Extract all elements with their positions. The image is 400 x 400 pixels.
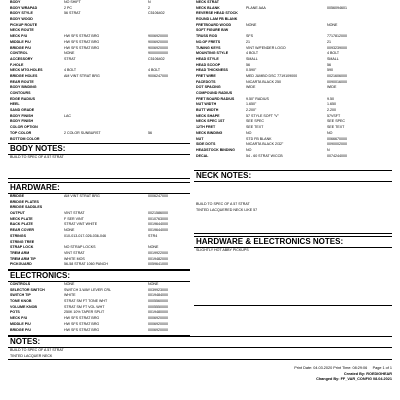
spec-value: HW SFS STRAT BRG (64, 316, 100, 321)
spec-label: NECK ROUTE (10, 28, 34, 33)
spec-value: STRAT (64, 56, 76, 61)
spec-value: 56 (246, 62, 250, 67)
spec-value: HW SFS STRAT BRG (64, 321, 100, 326)
neck-notes-section (194, 170, 392, 234)
spec-label: TREM ARM (10, 250, 30, 255)
spec-label: BODY (10, 0, 21, 4)
spec-code: C5106402 (148, 11, 165, 16)
spec-code: 0090002000 (327, 142, 347, 147)
spec-code: WIDE (327, 85, 337, 90)
spec-label: BODY BINDING (10, 85, 37, 90)
spec-code: 7717812000 (327, 34, 347, 39)
spec-value: SFS (246, 34, 253, 39)
notes-title: NOTES: (8, 337, 392, 348)
spec-code: SEE TEXT (327, 125, 345, 130)
spec-code: 0021606000 (327, 73, 347, 78)
spec-label: NUT (196, 136, 204, 141)
spec-value: HW SFS STRAT BRG (64, 45, 100, 50)
hardware-section (8, 182, 190, 270)
spec-value: 0.590" (246, 68, 257, 73)
spec-code: 0039923000 (148, 287, 168, 292)
spec-label: COLOR OPTION (10, 125, 38, 130)
footer (192, 366, 392, 383)
spec-code: 9006247000 (148, 73, 168, 78)
created-by: Created By: ROEDIGHEAR (343, 371, 392, 376)
spec-label: MOUNTING STYLE (196, 51, 229, 56)
spec-code: NONE (327, 22, 338, 27)
spec-value: VINT STRAT (64, 250, 85, 255)
spec-label: SELECTOR SWITCH (10, 287, 45, 292)
spec-label: FRETBOARD WOOD (196, 22, 232, 27)
spec-code: 0021586000 (148, 211, 168, 216)
spec-value: NO (246, 147, 252, 152)
spec-value: NONE (64, 51, 75, 56)
spec-label: TRUSS ROD (196, 34, 218, 39)
spec-value: NICARTA BLACK 2/32" (246, 142, 284, 147)
body-section (8, 0, 190, 142)
spec-label: REAR ROUTE (10, 79, 34, 84)
hardware-title: HARDWARE: (8, 183, 190, 194)
spec-value: HW SFS STRAT BRG (64, 327, 100, 332)
spec-code: N (148, 0, 151, 4)
spec-label: FRET WIRE (196, 73, 216, 78)
spec-code: SEE SPEC (327, 119, 345, 124)
spec-label: TREM ARM TIP (10, 256, 36, 261)
spec-value: AM VINT STRAT BRG (64, 73, 100, 78)
spec-value: AM VINT STRAT BRG (64, 194, 100, 198)
hw-elec-notes-title: HARDWARE & ELECTRONICS NOTES: (194, 237, 392, 248)
spec-code: 590 (327, 68, 333, 73)
spec-label: NUT WIDTH (196, 102, 217, 107)
spec-value: NICARTA BLACK 250 (246, 79, 282, 84)
spec-label: ACCESSORY (10, 56, 33, 61)
page-indicator: Page 1 of 1 (372, 366, 392, 370)
spec-label: POTS (10, 310, 20, 315)
spec-value: STD FB BLANK (246, 136, 272, 141)
spec-code: 0090016000 (327, 79, 347, 84)
spec-label: SIDE DOTS (196, 142, 216, 147)
spec-code: 9000000000 (148, 51, 168, 56)
spec-label: BRIDGE HOLES (10, 73, 38, 78)
spec-code: 0019484000 (148, 293, 168, 298)
spec-row (194, 154, 392, 160)
body-rows (8, 0, 190, 142)
spec-code: 0056094601 (327, 5, 347, 10)
spec-label: 12TH FRET (196, 125, 216, 130)
spec-code: 9006920000 (148, 45, 168, 50)
spec-label: STRAP LOCK (10, 245, 34, 250)
spec-value: SMALL (246, 56, 258, 61)
spec-label: NECK P/U (10, 316, 28, 321)
spec-row (8, 328, 190, 334)
spec-label: FRET BOARD RADIUS (196, 96, 235, 101)
spec-value: NO SHIFT (64, 0, 81, 4)
spec-label: BODY FINISH (10, 119, 34, 124)
spec-sheet (8, 0, 392, 400)
spec-code: 1.650 (327, 102, 336, 107)
spec-label: NECK STRAT (196, 0, 219, 4)
spec-code: 9006920000 (148, 34, 168, 39)
spec-label: BODY WOOD (10, 17, 33, 22)
spec-label: EDGE RADIUS (10, 96, 35, 101)
spec-label: FACEDOTS (196, 79, 216, 84)
spec-label: OUTPUT (10, 211, 25, 216)
spec-value: 250K 10% TAPER SPLIT (64, 310, 105, 315)
spec-value: 54 - 60 STRAT W/CCB (246, 153, 283, 158)
spec-code: NONE (148, 245, 159, 250)
spec-value: WIDE (246, 85, 256, 90)
spec-label: HEAD THICKNESS (196, 68, 228, 73)
spec-value: STRAT VINT WHITE (64, 222, 98, 227)
hardware-rows (8, 194, 190, 268)
spec-label: CONTROL (10, 51, 28, 56)
spec-value: LAC (64, 113, 71, 118)
spec-label: NO.OF FRETS (196, 39, 221, 44)
spec-label: NECK BINDING (196, 130, 223, 135)
spec-label: HEAD SCOOP (196, 62, 221, 67)
spec-row (8, 262, 190, 268)
spec-code: 0005550000 (148, 304, 168, 309)
spec-label: BUTT WIDTH (196, 108, 219, 113)
spec-label: BODY FINISH (10, 113, 34, 118)
spec-label: COMPOUND RADIUS (196, 91, 233, 95)
spec-value: F SER VINT (64, 216, 84, 221)
notes-text: BUILD TO SPEC OF A 57 STRAT TINTED LACQUER NECK (10, 348, 64, 358)
spec-value: NONE (64, 282, 75, 286)
spec-value: 1.650" (246, 102, 257, 107)
spec-value: 57 STYLE SOFT "V" (246, 113, 279, 118)
spec-label: BODY STYLE (10, 11, 33, 16)
spec-value: 4 BOLT (246, 51, 259, 56)
spec-label: TONE KNOB (10, 299, 32, 304)
spec-value: PLANE AAA (246, 5, 266, 10)
spec-label: TUNING KEYS (196, 45, 221, 50)
spec-code: 0066670000 (327, 136, 347, 141)
spec-code: 0074244000 (327, 153, 347, 158)
spec-value: STRAT SM FT TONE WHT (64, 299, 108, 304)
spec-label: DOT SPACING (196, 85, 221, 90)
spec-label: NECK P/U (10, 34, 28, 39)
spec-code: 0019922000 (148, 250, 168, 255)
spec-label: NECK PLATE (10, 216, 33, 221)
spec-value: HW SFS STRAT BRG (64, 39, 100, 44)
electronics-rows (8, 282, 190, 333)
spec-value: MED JUMBO DSC 7719109000 (246, 73, 298, 78)
spec-value: 56-58 STRAT 1060 PANCH (64, 262, 108, 267)
spec-label: F-HOLE (10, 62, 24, 67)
print-line: Print Date: 04.03.2020 Print Time: 08:29:06 (294, 366, 368, 370)
spec-value: STRAT SM FT VOL WHT (64, 304, 105, 309)
spec-label: SWITCH TIP (10, 293, 31, 298)
spec-label: VOLUME KNOB (10, 304, 37, 309)
spec-code: 0006920000 (148, 321, 168, 326)
spec-code: C5106402 (148, 56, 165, 61)
spec-code: 4 BOLT (327, 51, 340, 56)
spec-code: 4 BOLT (148, 68, 161, 73)
spec-value: WHITE MOS (64, 256, 85, 261)
spec-label: TOP COLOR (10, 130, 32, 135)
spec-label: MIDDLE P/U (10, 39, 31, 44)
spec-label: ROUND LAM FB BLANK (196, 17, 238, 22)
spec-label: MIDDLE P/U (10, 321, 31, 326)
changed-by: Changed By: FF_VAR_CONFIG 08.04.2021 (316, 377, 392, 382)
body-notes-title: BODY NOTES: (8, 144, 190, 155)
neck-section (194, 0, 392, 159)
spec-value: 2.200" (246, 108, 257, 113)
spec-code: 0006920000 (148, 316, 168, 321)
body-notes-section (8, 143, 190, 179)
spec-value: 9.50" RADIUS (246, 96, 269, 101)
spec-code: 56 (327, 62, 331, 67)
spec-label: HEADSTOCK BINDING (196, 147, 235, 152)
spec-label: BODY WRAPAD (10, 5, 38, 10)
spec-label: NECK MTG.HOLES (10, 68, 43, 73)
spec-value: NO STRAP LOCKS (64, 245, 96, 250)
spec-label: NECK SHAPE (196, 113, 220, 118)
spec-value: SEE TEXT (246, 125, 264, 130)
spec-code: 9.50 (327, 96, 334, 101)
spec-value: VINT STRAT (64, 211, 85, 216)
spec-value: 21 (246, 39, 250, 44)
spec-label: BRIDGE P/U (10, 45, 31, 50)
electronics-title: ELECTRONICS: (8, 271, 190, 282)
notes-section (8, 336, 392, 360)
spec-label: CONTROLS (10, 282, 31, 286)
spec-value: NONE (64, 228, 75, 233)
neck-notes-title: NECK NOTES: (194, 171, 392, 182)
hw-elec-notes-section (194, 236, 392, 306)
spec-row (8, 137, 190, 143)
spec-value: WHITE (64, 293, 76, 298)
spec-value: NONE (246, 22, 257, 27)
spec-label: PICKUP ROUTE (10, 22, 38, 27)
electronics-section (8, 270, 190, 336)
spec-code: 0019482000 (148, 256, 168, 261)
spec-code: SMALL (327, 56, 339, 61)
neck-notes-text: BUILD TO SPEC OF A 57 STRAT TINTED LACQUERED NECK LIKE 57 (196, 202, 258, 212)
spec-value: 2 COLOR SUNBURST (64, 130, 101, 135)
spec-label: CONTOURS (10, 91, 31, 95)
spec-value: 4 BOLT (64, 68, 77, 73)
spec-label: NECK SPEC 1ST (196, 119, 225, 124)
spec-label: SAND GRADE (10, 108, 35, 113)
spec-label: BRIDGE P/U (10, 327, 31, 332)
spec-code: 9006920000 (148, 39, 168, 44)
hw-elec-notes-text: SLIGHTLY HOT ABBY PICKUPS (196, 248, 249, 252)
spec-value: VINT W/FENDER LOGO (246, 45, 286, 50)
spec-value: SEE SPEC (246, 119, 264, 124)
spec-label: BRIDGE SADDLES (10, 205, 43, 210)
spec-code: 21 (327, 39, 331, 44)
spec-label: STRING TREE (10, 239, 35, 244)
spec-code: 0059641000 (148, 262, 168, 267)
spec-code: 2.200 (327, 108, 336, 113)
body-notes-text: BUILD TO SPEC OF A 57 STRAT (10, 155, 64, 159)
spec-value: 010-013-017-026-036-046 (64, 233, 106, 238)
spec-code: 0010763000 (148, 216, 168, 221)
spec-code: 0019480000 (148, 310, 168, 315)
spec-label: PICKGUARD (10, 262, 32, 267)
spec-code: 0005560000 (148, 299, 168, 304)
spec-code: N (327, 147, 330, 152)
spec-value: 56 STRAT (64, 11, 81, 16)
spec-label: REAR COVER (10, 228, 34, 233)
spec-code: 0019644000 (148, 222, 168, 227)
spec-label: BOTTOM COLOR (10, 136, 40, 141)
spec-label: BACK PLATE (10, 222, 33, 227)
spec-label: REVERSE HEAD STOCK (196, 11, 238, 16)
spec-label: NECK BLANK (196, 5, 220, 10)
neck-rows (194, 0, 392, 159)
spec-code: 0093239000 (327, 45, 347, 50)
spec-code: 0019644000 (148, 228, 168, 233)
spec-label: BRIDGE (10, 194, 24, 198)
spec-code: NO (327, 130, 333, 135)
spec-label: DECAL (196, 153, 209, 158)
spec-label: HEEL (10, 102, 20, 107)
spec-label: STRINGS (10, 233, 26, 238)
spec-code: 0006920000 (148, 327, 168, 332)
spec-code: 56 (148, 130, 152, 135)
spec-value: 2 PC (64, 5, 72, 10)
spec-code: 0006247000 (148, 194, 168, 198)
spec-label: BRIDGE PLATES (10, 199, 39, 204)
spec-code: STR4 (148, 233, 158, 238)
spec-value: NO (246, 130, 252, 135)
spec-label: HEAD STYLE (196, 56, 219, 61)
spec-value: HW SFS STRAT BRG (64, 34, 100, 39)
spec-code: 57VSFT (327, 113, 341, 118)
spec-label: SOFT FIGURE B/W (196, 28, 229, 33)
spec-code: NONE (148, 282, 159, 286)
spec-value: SWITCH 3-WAY LEVER CRL (64, 287, 112, 292)
spec-code: 2 (148, 5, 150, 10)
